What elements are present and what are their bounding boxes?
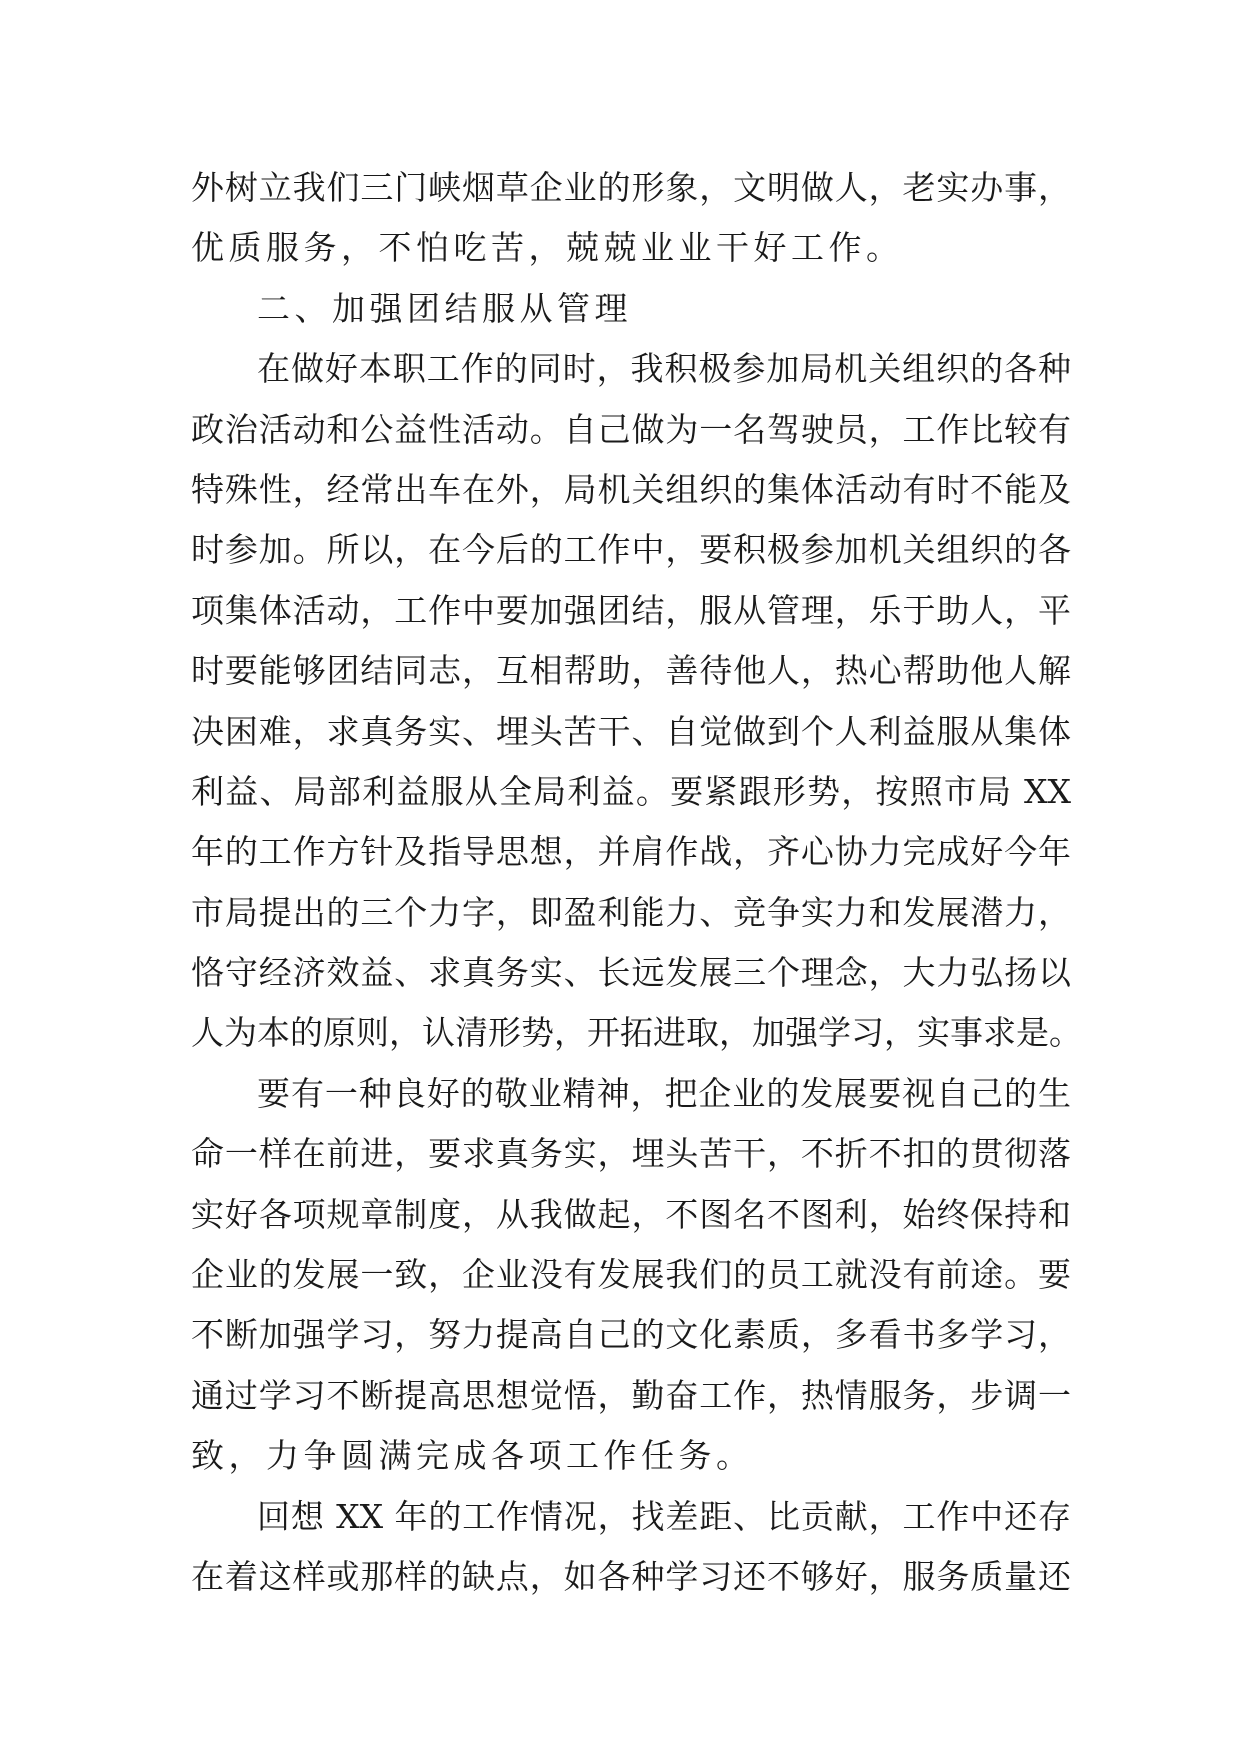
text-line: 优质服务，不怕吃苦，兢兢业业干好工作。: [191, 228, 904, 268]
text-line: 在着这样或那样的缺点，如各种学习还不够好，服务质量还: [191, 1556, 1071, 1596]
text-line: 实好各项规章制度，从我做起，不图名不图利，始终保持和: [191, 1194, 1071, 1234]
text-line: 利益、局部利益服从全局利益。要紧跟形势，按照市局 XX: [191, 771, 1071, 811]
text-line: 恪守经济效益、求真务实、长远发展三个理念，大力弘扬以: [191, 953, 1071, 993]
section-heading: 二、加强团结服从管理: [257, 288, 632, 328]
text-line: 企业的发展一致，企业没有发展我们的员工就没有前途。要: [191, 1255, 1071, 1295]
text-line: 人为本的原则，认清形势，开拓进取，加强学习，实事求是。: [191, 1013, 1082, 1053]
text-line: 特殊性，经常出车在外，局机关组织的集体活动有时不能及: [191, 469, 1071, 509]
text-line: 外树立我们三门峡烟草企业的形象，文明做人，老实办事，: [191, 168, 1071, 207]
text-line: 项集体活动，工作中要加强团结，服从管理，乐于助人，平: [191, 590, 1071, 630]
text-line: 在做好本职工作的同时，我积极参加局机关组织的各种: [257, 349, 1071, 389]
text-line: 政治活动和公益性活动。自己做为一名驾驶员，工作比较有: [191, 409, 1071, 449]
text-line: 要有一种良好的敬业精神，把企业的发展要视自己的生: [257, 1073, 1071, 1113]
text-line: 回想 XX 年的工作情况，找差距、比贡献，工作中还存: [257, 1496, 1071, 1536]
text-line: 命一样在前进，要求真务实，埋头苦干，不折不扣的贯彻落: [191, 1134, 1071, 1174]
text-line: 时要能够团结同志，互相帮助，善待他人，热心帮助他人解: [191, 651, 1071, 691]
text-line: 市局提出的三个力字，即盈利能力、竞争实力和发展潜力，: [191, 892, 1071, 932]
text-line: 致，力争圆满完成各项工作任务。: [191, 1436, 754, 1476]
text-line: 通过学习不断提高思想觉悟，勤奋工作，热情服务，步调一: [191, 1375, 1071, 1415]
document-body: [191, 158, 1082, 1607]
text-line: 决困难，求真务实、埋头苦干、自觉做到个人利益服从集体: [191, 711, 1071, 751]
text-line: 时参加。所以，在今后的工作中，要积极参加机关组织的各: [191, 530, 1071, 570]
text-line: 年的工作方针及指导思想，并肩作战，齐心协力完成好今年: [191, 832, 1071, 872]
text-line: 不断加强学习，努力提高自己的文化素质，多看书多学习，: [191, 1315, 1071, 1355]
